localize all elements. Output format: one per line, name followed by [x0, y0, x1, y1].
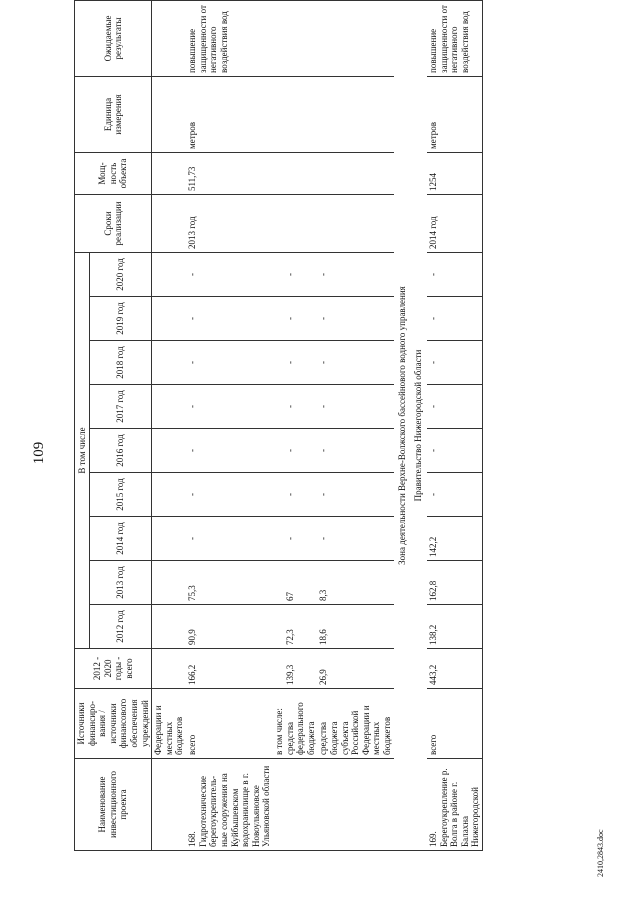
header-year: 2016 год [90, 428, 152, 472]
year-cell: - [273, 516, 317, 560]
year-cell: - [186, 384, 273, 428]
header-year: 2015 год [90, 472, 152, 516]
carry-text: Федерации и местных бюджетов [152, 688, 186, 758]
year-cell: - [186, 340, 273, 384]
sub-label: в том числе: [273, 707, 284, 755]
total-cell: 443,2 [427, 648, 483, 688]
year-cell: - [273, 252, 317, 296]
rotated-content [29, 4, 611, 877]
capacity-cell: 511,73 [186, 152, 273, 194]
year-cell: - [317, 516, 393, 560]
header-total: 2012 - 2020 годы - всего [75, 648, 152, 688]
year-cell: - [273, 428, 317, 472]
table-row [273, 0, 317, 850]
header-capacity: Мощ-ность объекта [75, 152, 152, 194]
year-cell: - [427, 296, 483, 340]
region-row [410, 0, 427, 850]
total-cell: 166,2 [186, 648, 273, 688]
year-cell: - [186, 252, 273, 296]
zone-row [394, 0, 411, 850]
year-cell: - [427, 384, 483, 428]
year-cell: - [317, 340, 393, 384]
header-year: 2012 год [90, 604, 152, 648]
year-cell: - [317, 252, 393, 296]
terms-cell: 2013 год [186, 194, 273, 252]
year-cell: - [273, 384, 317, 428]
year-cell: - [317, 428, 393, 472]
year-cell: 90,9 [186, 604, 273, 648]
year-cell: 138,2 [427, 604, 483, 648]
source-cell: всего [186, 688, 273, 758]
year-cell: 18,6 [317, 604, 393, 648]
year-cell: - [427, 340, 483, 384]
investment-projects-table [74, 0, 483, 851]
table-row [427, 0, 483, 850]
federal-source: средства федерального бюджета [284, 701, 316, 755]
header-including: В том числе [75, 252, 90, 648]
year-cell: - [427, 428, 483, 472]
year-cell: - [427, 472, 483, 516]
header-year: 2018 год [90, 340, 152, 384]
year-cell: - [186, 516, 273, 560]
table-row [317, 0, 393, 850]
year-cell: 142,2 [427, 516, 483, 560]
unit-cell: метров [427, 76, 483, 152]
header-year: 2020 год [90, 252, 152, 296]
header-unit: Единица измерения [75, 76, 152, 152]
year-cell: 72,3 [273, 604, 317, 648]
table-row [152, 0, 186, 850]
capacity-cell: 1254 [427, 152, 483, 194]
zone-title: Зона деятельности Верхне-Волжского бассейнового водного управления [394, 0, 411, 850]
year-cell: - [427, 252, 483, 296]
total-cell: 139,3 [273, 648, 317, 688]
results-cell: повышение защищенности от негативного воздействия вод [427, 0, 483, 76]
footer-code: 2410,2843.doc [596, 828, 605, 877]
header-source: Источники финансиро-вания / источники финансового обеспечения учреждений [75, 688, 152, 758]
table-row [186, 0, 273, 850]
year-cell: - [317, 384, 393, 428]
source-cell: всего [427, 688, 483, 758]
total-cell: 26,9 [317, 648, 393, 688]
header-results: Ожидаемые результаты [75, 0, 152, 76]
header-terms: Сроки реализации [75, 194, 152, 252]
header-year: 2019 год [90, 296, 152, 340]
page-number: 109 [31, 441, 47, 464]
header-year: 2014 год [90, 516, 152, 560]
unit-cell: метров [186, 76, 273, 152]
regional-source: средства бюджета субъекта Российской Федерации и местных бюджетов [317, 688, 393, 758]
project-name: 168. Гидротехнические берегоукрепитель-ные сооружения на Куйбышевском водохранилище в г. Новоульяновске Ульяновской области [186, 758, 273, 850]
terms-cell: 2014 год [427, 194, 483, 252]
year-cell: 67 [273, 560, 317, 604]
year-cell: - [317, 472, 393, 516]
year-cell: - [186, 472, 273, 516]
year-cell: - [273, 340, 317, 384]
year-cell: - [186, 296, 273, 340]
region-title: Правительство Нижегородской области [410, 0, 427, 850]
results-cell: повышение защищенности от негативного воздействия вод [186, 0, 273, 76]
header-name: Наименование инвестиционного проекта [75, 758, 152, 850]
year-cell: - [273, 472, 317, 516]
project-name: 169. Берегоукрепление р. Волга в районе г. Балахна Нижегородской [427, 758, 483, 850]
year-cell: - [317, 296, 393, 340]
year-cell: - [186, 428, 273, 472]
header-year: 2013 год [90, 560, 152, 604]
year-cell: - [273, 296, 317, 340]
year-cell: 75,3 [186, 560, 273, 604]
year-cell: 8,3 [317, 560, 393, 604]
header-year: 2017 год [90, 384, 152, 428]
year-cell: 162,8 [427, 560, 483, 604]
source-cell [273, 688, 317, 758]
